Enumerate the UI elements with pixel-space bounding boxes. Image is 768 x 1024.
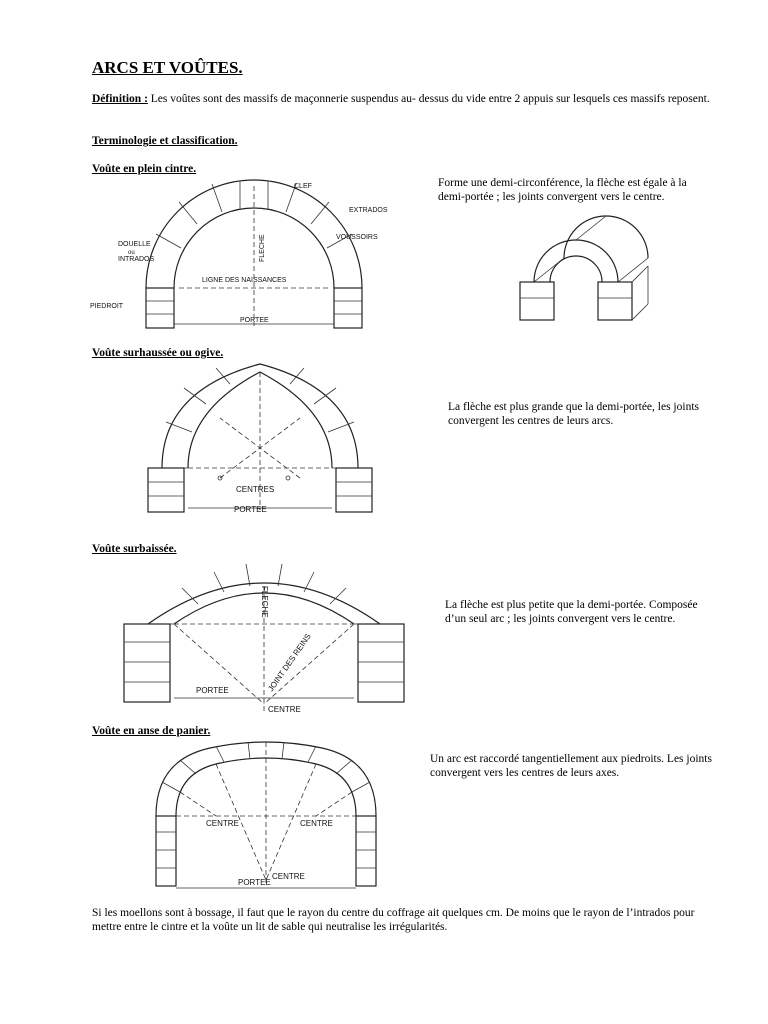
section-desc-plein-cintre: Forme une demi-circonférence, la flèche est égale à la demi-portée ; les joints convergent vers le centre.: [438, 177, 687, 203]
label-clef: CLEF: [294, 183, 312, 190]
section-heading-surbaissee: Voûte surbaissée.: [92, 543, 177, 555]
label-ou: ou: [128, 250, 135, 256]
label-centre-bottom: CENTRE: [272, 872, 305, 881]
label-ligne-naissances: LIGNE DES NAISSANCES: [202, 277, 287, 284]
label-centre-left: CENTRE: [206, 819, 239, 828]
label-intrados: INTRADOS: [118, 256, 155, 263]
label-fleche-surbaissee: FLECHE: [260, 586, 269, 618]
section-desc-anse-panier: Un arc est raccordé tangentiellement aux piedroits. Les joints convergent vers les centres de leurs axes.: [430, 753, 712, 779]
page-title: ARCS ET VOÛTES.: [92, 58, 243, 77]
definition-paragraph: [92, 92, 712, 106]
label-portee: PORTEE: [240, 317, 269, 324]
diagram-surbaissee: [118, 556, 430, 720]
label-portee-surbaissee: PORTEE: [196, 686, 229, 695]
footer-paragraph: Si les moellons sont à bossage, il faut que le rayon du centre du coffrage ait quelques cm. De moins que le rayon de l’intrados pour mettre entre le cintre et la voûte un lit de sable qui neutralise les irrégularités.: [92, 907, 695, 933]
label-joint-des-reins: JOINT DES REINS: [266, 632, 313, 694]
label-voussoirs: VOUSSOIRS: [336, 234, 378, 241]
vault-perspective-illustration: [512, 208, 672, 334]
terminology-heading: Terminologie et classification.: [92, 135, 238, 147]
label-portee-anse: PORTEE: [238, 878, 271, 887]
section-desc-surbaissee: La flèche est plus petite que la demi-portée. Composée d’un seul arc ; les joints convergent vers le centre.: [445, 599, 698, 625]
diagram-plein-cintre: [84, 176, 428, 334]
label-portee-surhaussee: PORTEE: [234, 505, 267, 514]
label-extrados: EXTRADOS: [349, 207, 388, 214]
diagram-anse-panier: [120, 740, 416, 900]
label-centres: CENTRES: [236, 485, 275, 494]
label-piedroit: PIEDROIT: [90, 303, 124, 310]
definition-text: Les voûtes sont des massifs de maçonnerie suspendus au- dessus du vide entre 2 appuis sur lesquels ces massifs reposent.: [147, 93, 710, 105]
label-centre-surbaissee: CENTRE: [268, 705, 301, 714]
label-centre-right: CENTRE: [300, 819, 333, 828]
label-douelle: DOUELLE: [118, 241, 151, 248]
label-fleche: FLECHE: [259, 234, 266, 262]
section-heading-surhaussee: Voûte surhaussée ou ogive.: [92, 347, 224, 359]
definition-label: Définition :: [92, 93, 148, 105]
diagram-surhaussee: [84, 360, 438, 518]
section-heading-plein-cintre: Voûte en plein cintre.: [92, 163, 197, 175]
section-desc-surhaussee: La flèche est plus grande que la demi-portée, les joints convergent les centres de leurs arcs.: [448, 401, 699, 427]
section-heading-anse-panier: Voûte en anse de panier.: [92, 725, 211, 737]
